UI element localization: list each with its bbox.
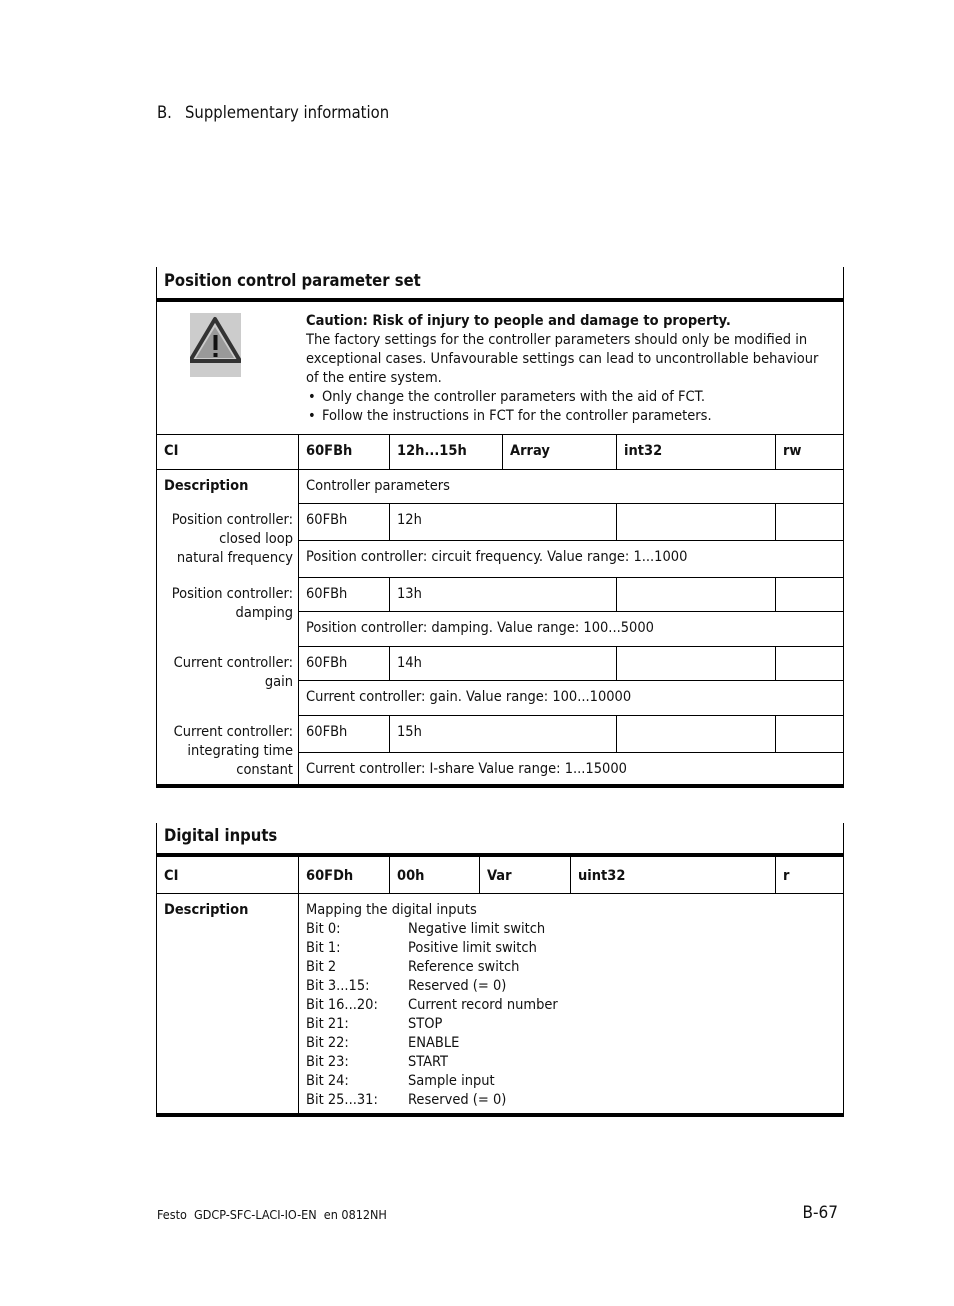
bit-label: Bit 22: <box>306 1035 349 1051</box>
ci-access: rw <box>783 443 802 459</box>
page-number: B-67 <box>802 1203 838 1223</box>
bit-meaning: Positive limit switch <box>408 940 537 956</box>
ci-access: r <box>783 868 790 884</box>
bit-meaning: Reserved (= 0) <box>408 1092 507 1108</box>
caution-line: exceptional cases. Unfavourable settings can lead to uncontrollable behaviour <box>306 351 819 367</box>
table-bottom-rule <box>156 1113 844 1117</box>
bit-meaning: ENABLE <box>408 1035 460 1051</box>
ci-subindex: 00h <box>397 868 425 884</box>
col-rule <box>389 856 390 893</box>
table-title: Position control parameter set <box>164 271 421 290</box>
col-rule <box>389 715 390 752</box>
ci-index: 60FBh <box>306 443 353 459</box>
bit-row <box>306 1034 836 1053</box>
param-name-line: Position controller: <box>171 512 293 528</box>
col-rule <box>570 856 571 893</box>
bit-row <box>306 1072 836 1091</box>
param-name <box>160 654 293 692</box>
row-rule <box>156 893 844 894</box>
bit-label: Bit 2 <box>306 959 337 975</box>
param-name-line: closed loop <box>219 531 293 547</box>
table-border-left <box>156 267 157 787</box>
col-rule <box>775 434 776 470</box>
bit-label: Bit 0: <box>306 921 341 937</box>
col-rule <box>775 503 776 540</box>
bit-mapping <box>306 901 836 1110</box>
col-rule <box>298 856 299 1116</box>
param-name-line: Position controller: <box>171 586 293 602</box>
bit-meaning: START <box>408 1054 449 1070</box>
ci-label: CI <box>164 443 179 459</box>
col-rule <box>502 434 503 470</box>
table-border-right <box>843 267 844 787</box>
param-name-line: natural frequency <box>176 550 293 566</box>
ci-datatype: int32 <box>624 443 663 459</box>
bit-row <box>306 920 836 939</box>
row-rule <box>298 646 844 647</box>
section-title: Supplementary information <box>185 103 390 122</box>
bit-label: Bit 3...15: <box>306 978 370 994</box>
col-rule <box>389 646 390 680</box>
bit-label: Bit 24: <box>306 1073 349 1089</box>
col-rule <box>389 434 390 470</box>
description-heading: Mapping the digital inputs <box>306 902 477 918</box>
ci-subindex: 12h...15h <box>397 443 467 459</box>
description-label: Description <box>164 478 249 494</box>
col-rule <box>775 856 776 893</box>
param-name-line: gain <box>264 674 293 690</box>
row-rule <box>298 715 844 716</box>
section-number: B. <box>157 103 172 122</box>
row-rule <box>298 577 844 578</box>
col-rule <box>389 577 390 611</box>
row-rule <box>298 752 844 753</box>
param-subindex: 12h <box>397 512 422 528</box>
bit-row <box>306 1015 836 1034</box>
bit-row <box>306 1053 836 1072</box>
param-index: 60FBh <box>306 512 348 528</box>
row-rule <box>156 434 844 435</box>
row-rule <box>298 611 844 612</box>
ci-index: 60FDh <box>306 868 354 884</box>
description-label: Description <box>164 902 249 918</box>
caution-heading: Caution: Risk of injury to people and damage to property. <box>306 313 731 329</box>
bit-row <box>306 996 836 1015</box>
param-name <box>160 585 293 623</box>
caution-line: The factory settings for the controller parameters should only be modified in <box>306 332 808 348</box>
col-rule <box>775 715 776 752</box>
param-name-line: constant <box>236 762 293 778</box>
col-rule <box>616 503 617 540</box>
param-name-line: damping <box>235 605 293 621</box>
param-name-line: Current controller: <box>173 655 293 671</box>
warning-icon <box>190 313 241 377</box>
bit-label: Bit 21: <box>306 1016 349 1032</box>
param-text: Current controller: gain. Value range: 100...10000 <box>306 689 632 705</box>
ci-label: CI <box>164 868 179 884</box>
ci-type: Var <box>487 868 512 884</box>
param-text: Current controller: I-share Value range: 1...15000 <box>306 761 627 777</box>
param-name-line: Current controller: <box>173 724 293 740</box>
bit-meaning: Current record number <box>408 997 558 1013</box>
bit-row <box>306 977 836 996</box>
col-rule <box>616 434 617 470</box>
col-rule <box>616 646 617 680</box>
table-bottom-rule <box>156 784 844 788</box>
col-rule <box>479 856 480 893</box>
table-border-right <box>843 823 844 1117</box>
bit-row <box>306 1091 836 1110</box>
bit-meaning: STOP <box>408 1016 443 1032</box>
col-rule <box>389 503 390 540</box>
bit-label: Bit 1: <box>306 940 341 956</box>
caution-bullets <box>306 388 836 426</box>
param-name-line: integrating time <box>187 743 293 759</box>
col-rule <box>616 577 617 611</box>
title-rule <box>156 298 844 302</box>
param-subindex: 14h <box>397 655 422 671</box>
table-title: Digital inputs <box>164 826 278 845</box>
bit-label: Bit 23: <box>306 1054 349 1070</box>
row-rule <box>298 503 844 504</box>
page-header <box>157 103 389 122</box>
description-text: Controller parameters <box>306 478 450 494</box>
bit-label: Bit 16...20: <box>306 997 378 1013</box>
table-border-left <box>156 823 157 1117</box>
bit-meaning: Reserved (= 0) <box>408 978 507 994</box>
col-rule <box>775 646 776 680</box>
caution-box <box>306 312 836 426</box>
row-rule <box>156 469 844 470</box>
param-index: 60FBh <box>306 586 348 602</box>
param-name <box>160 511 293 568</box>
col-rule <box>775 577 776 611</box>
param-subindex: 15h <box>397 724 422 740</box>
bit-meaning: Negative limit switch <box>408 921 546 937</box>
ci-datatype: uint32 <box>578 868 626 884</box>
row-rule <box>298 680 844 681</box>
row-rule <box>298 540 844 541</box>
bit-row <box>306 958 836 977</box>
bullet-item: • Follow the instructions in FCT for the controller parameters. <box>306 407 836 426</box>
bit-label: Bit 25...31: <box>306 1092 378 1108</box>
param-text: Position controller: damping. Value range: 100...5000 <box>306 620 654 636</box>
param-subindex: 13h <box>397 586 422 602</box>
param-index: 60FBh <box>306 724 348 740</box>
ci-type: Array <box>510 443 550 459</box>
col-rule <box>616 715 617 752</box>
footer-text: Festo GDCP-SFC-LACI-IO-EN en 0812NH <box>157 1207 387 1222</box>
bullet-item: • Only change the controller parameters with the aid of FCT. <box>306 388 836 407</box>
param-text: Position controller: circuit frequency. Value range: 1...1000 <box>306 549 688 565</box>
param-index: 60FBh <box>306 655 348 671</box>
bit-meaning: Sample input <box>408 1073 495 1089</box>
bit-row <box>306 939 836 958</box>
bit-meaning: Reference switch <box>408 959 520 975</box>
caution-line: of the entire system. <box>306 370 442 386</box>
title-rule <box>156 853 844 857</box>
param-name <box>160 723 293 780</box>
